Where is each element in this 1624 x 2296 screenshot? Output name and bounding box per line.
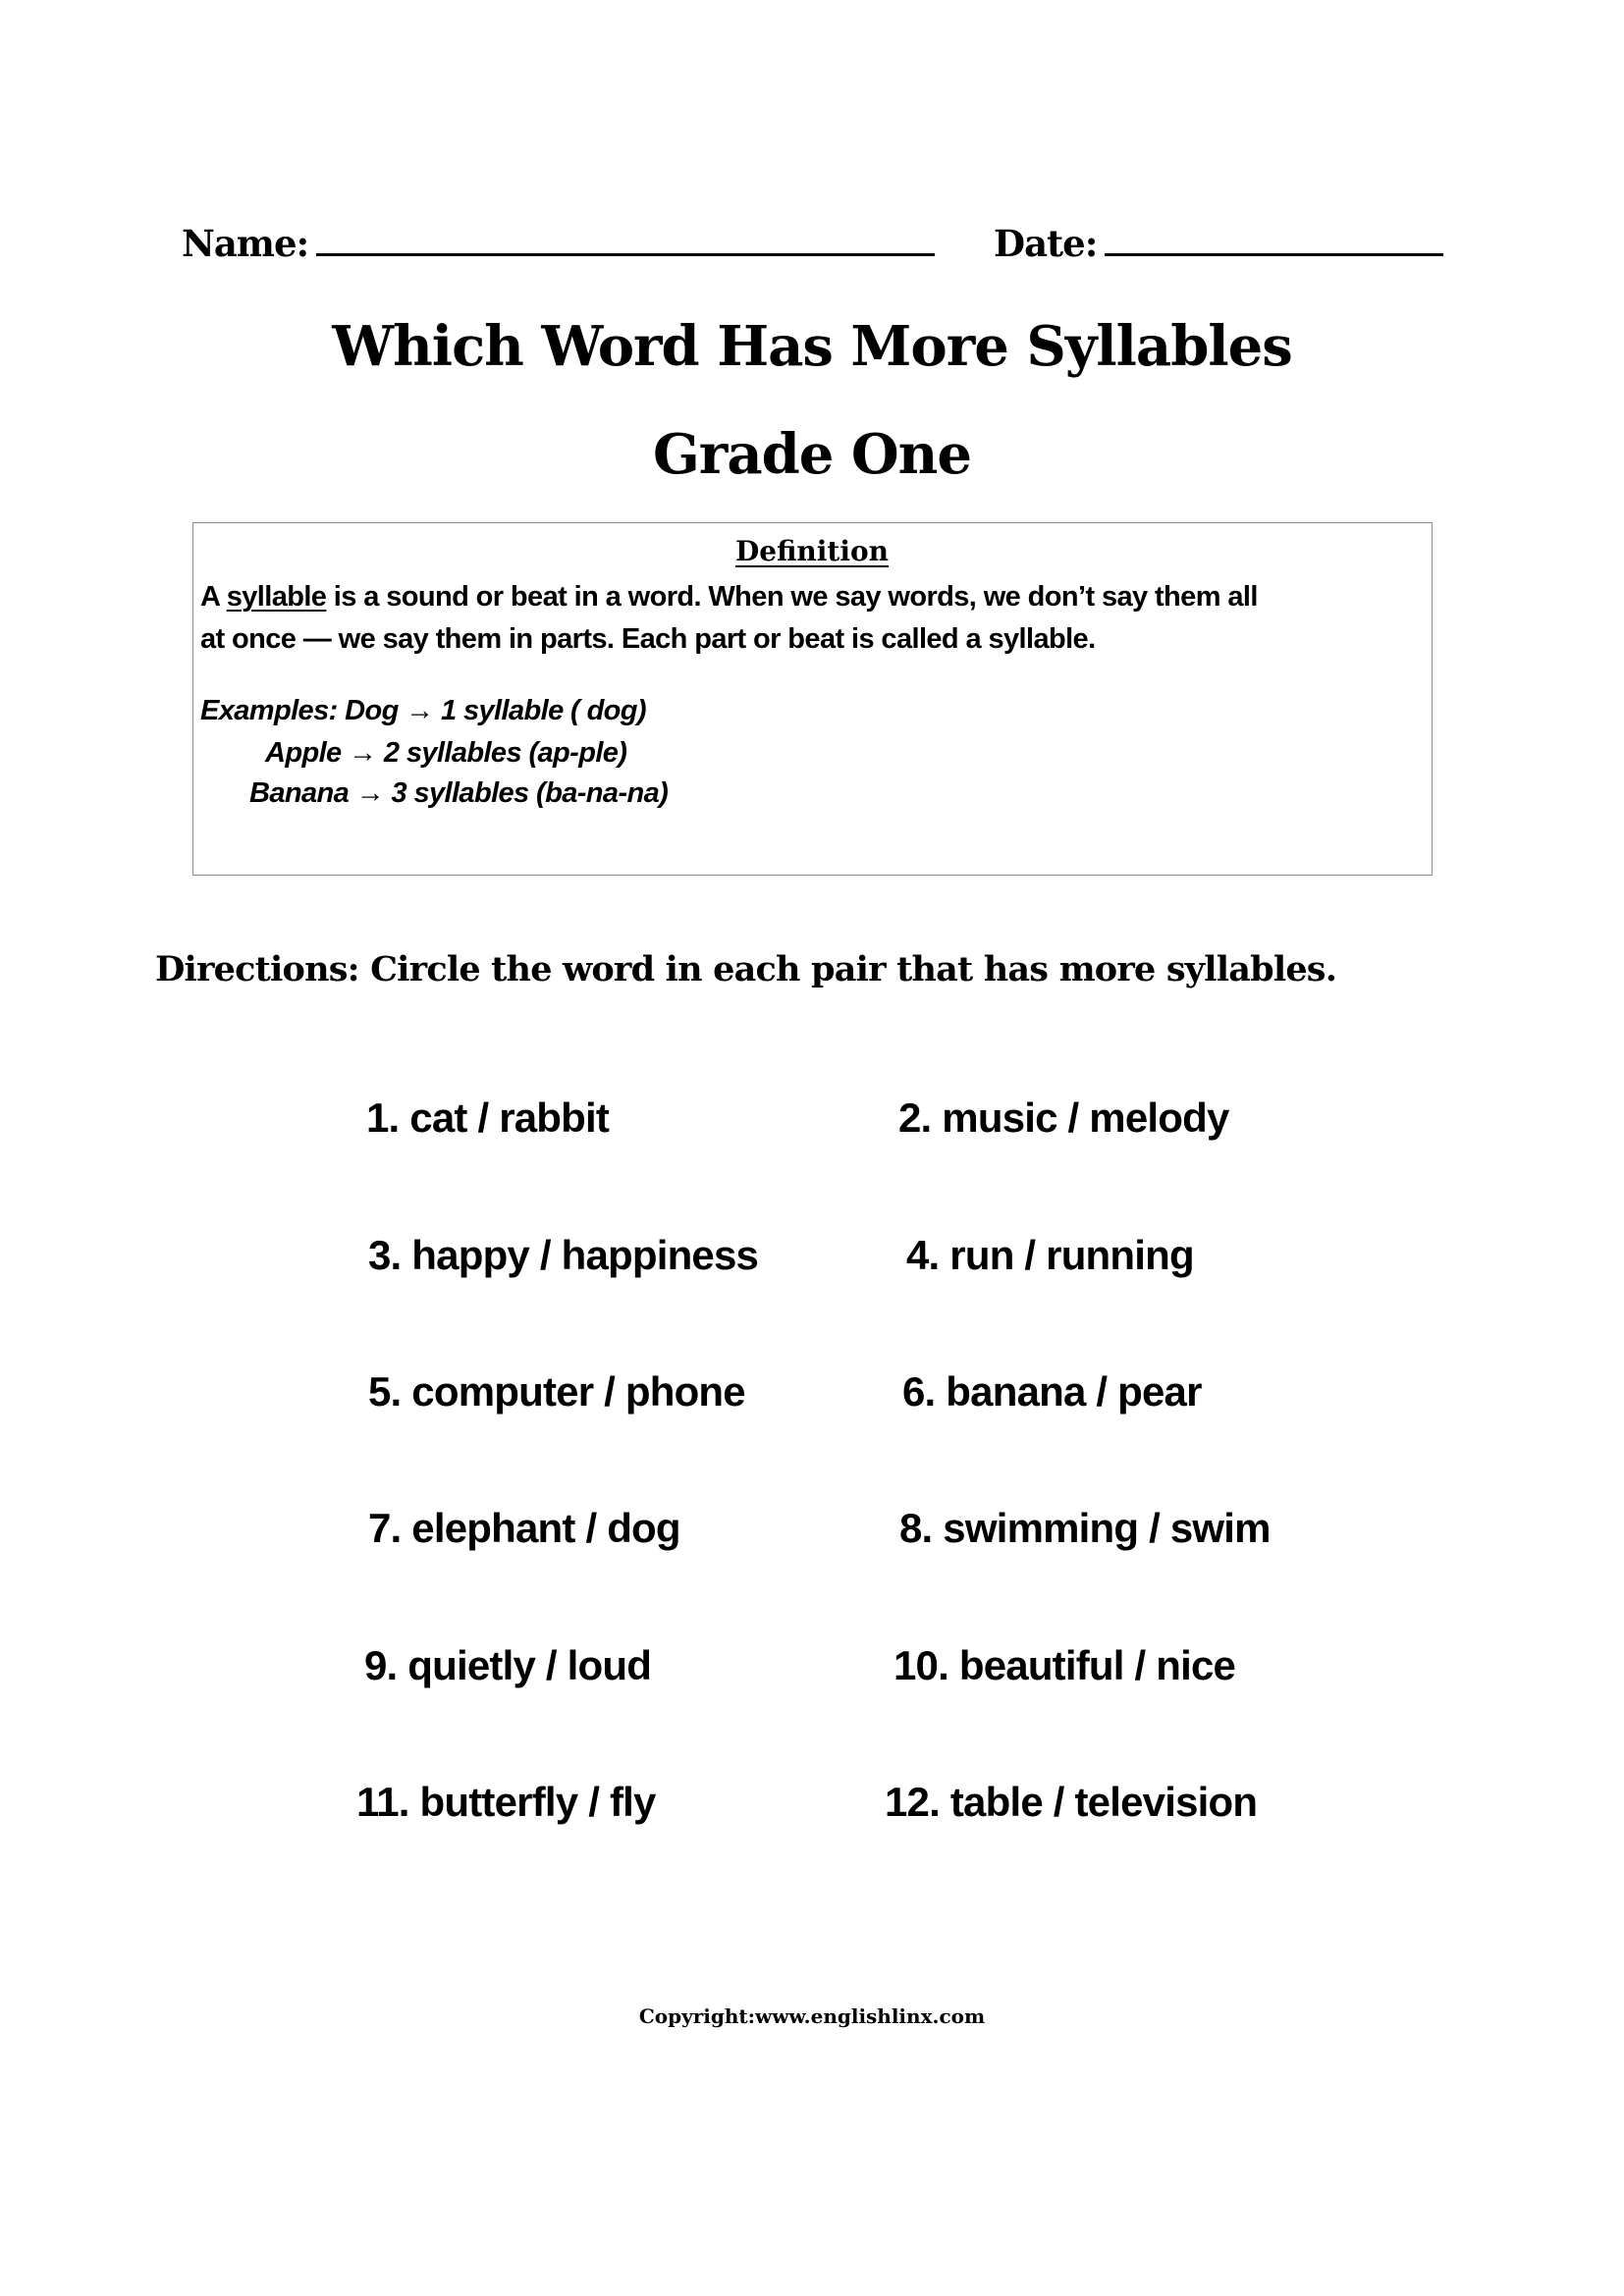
definition-text-line-1: [200, 577, 1258, 616]
definition-heading: Definition: [734, 535, 890, 567]
exercise-item-5[interactable]: 5. computer / phone: [368, 1368, 745, 1415]
definition-text-line-2: at once — we say them in parts. Each part or beat is called a syllable.: [200, 623, 1096, 655]
exercise-item-7[interactable]: 7. elephant / dog: [368, 1505, 680, 1551]
date-label: Date:: [994, 222, 1098, 265]
example-dog: Examples: Dog → 1 syllable ( dog): [200, 695, 646, 726]
name-label: Name:: [182, 222, 309, 265]
exercise-item-12[interactable]: 12. table / television: [885, 1779, 1258, 1825]
definition-term: syllable: [226, 581, 327, 613]
name-blank-line[interactable]: [316, 253, 935, 256]
exercise-item-6[interactable]: 6. banana / pear: [902, 1368, 1202, 1415]
grade-subtitle: Grade One: [652, 422, 972, 487]
definition-rest: is a sound or beat in a word. When we say words, we don’t say them all: [326, 581, 1258, 613]
exercise-item-3[interactable]: 3. happy / happiness: [368, 1232, 759, 1278]
copyright-notice: Copyright:www.englishlinx.com: [638, 2004, 986, 2028]
date-blank-line[interactable]: [1105, 253, 1443, 256]
page-title: Which Word Has More Syllables: [332, 314, 1292, 379]
exercise-item-2[interactable]: 2. music / melody: [898, 1095, 1229, 1141]
directions: Directions: Circle the word in each pair that has more syllables.: [155, 949, 1337, 989]
definition-prefix: A: [200, 581, 227, 613]
example-apple: Apple → 2 syllables (ap-ple): [265, 737, 627, 769]
exercise-item-10[interactable]: 10. beautiful / nice: [893, 1642, 1236, 1688]
name-field[interactable]: [182, 220, 935, 267]
date-field[interactable]: [994, 220, 1443, 267]
exercise-item-1[interactable]: 1. cat / rabbit: [366, 1095, 610, 1141]
example-banana: Banana → 3 syllables (ba-na-na): [249, 777, 669, 809]
exercise-item-11[interactable]: 11. butterfly / fly: [356, 1779, 656, 1825]
exercise-item-9[interactable]: 9. quietly / loud: [364, 1642, 652, 1688]
exercise-item-8[interactable]: 8. swimming / swim: [899, 1505, 1271, 1551]
exercise-item-4[interactable]: 4. run / running: [906, 1232, 1194, 1278]
